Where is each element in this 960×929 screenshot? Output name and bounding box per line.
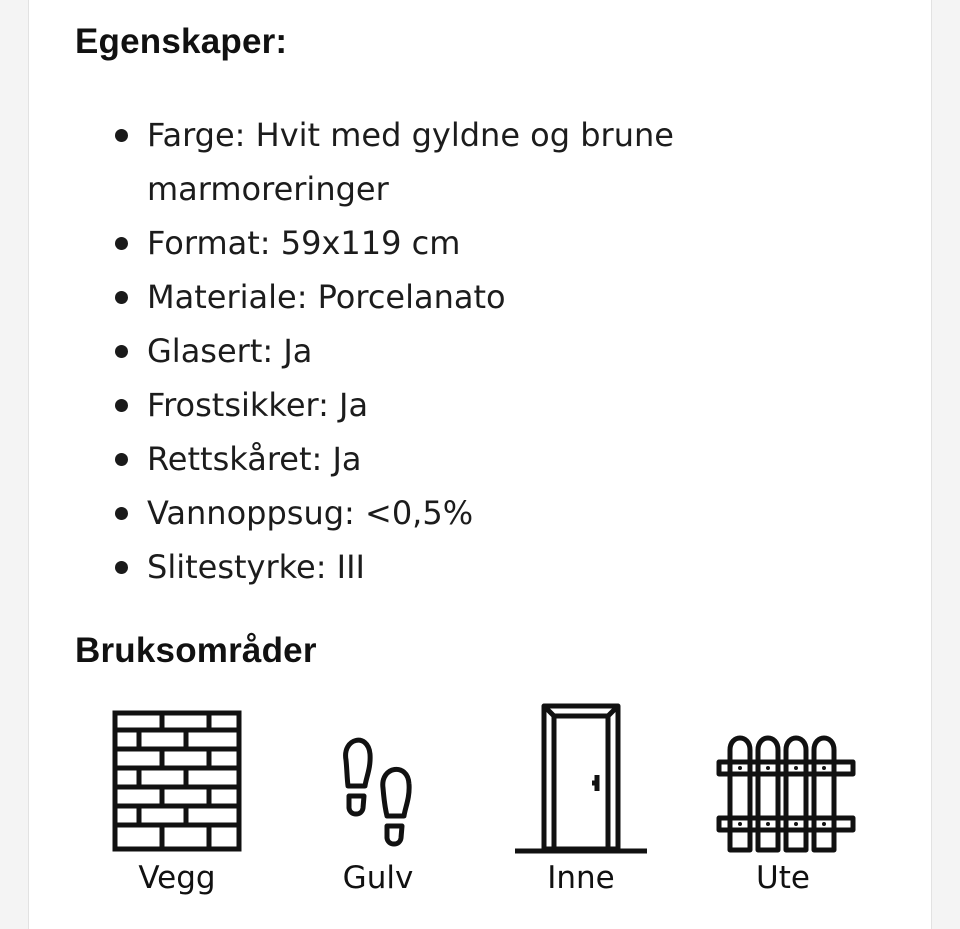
feature-item: Rettskåret: Ja <box>147 432 867 486</box>
features-heading: Egenskaper: <box>75 22 288 61</box>
usage-wall <box>97 700 257 920</box>
bullet-icon <box>115 129 128 142</box>
footprints-icon <box>338 730 418 850</box>
bullet-icon <box>115 453 128 466</box>
bullet-icon <box>115 507 128 520</box>
usage-outdoor <box>703 700 863 920</box>
brick-wall-icon <box>112 710 242 852</box>
usage-areas-heading: Bruksområder <box>75 631 317 670</box>
bullet-icon <box>115 561 128 574</box>
usage-label: Vegg <box>138 860 216 896</box>
features-list <box>147 108 867 594</box>
feature-item: Glasert: Ja <box>147 324 867 378</box>
bullet-icon <box>115 237 128 250</box>
feature-item: Slitestyrke: III <box>147 540 867 594</box>
feature-item: Frostsikker: Ja <box>147 378 867 432</box>
usage-label: Gulv <box>342 860 414 896</box>
feature-item: Vannoppsug: <0,5% <box>147 486 867 540</box>
bullet-icon <box>115 399 128 412</box>
bullet-icon <box>115 345 128 358</box>
usage-label: Ute <box>756 860 810 896</box>
usage-label: Inne <box>547 860 615 896</box>
feature-item: Format: 59x119 cm <box>147 216 867 270</box>
fence-icon <box>716 732 856 854</box>
feature-item: Materiale: Porcelanato <box>147 270 867 324</box>
usage-indoor <box>501 700 661 920</box>
bullet-icon <box>115 291 128 304</box>
door-icon <box>513 703 649 855</box>
feature-item: Farge: Hvit med gyldne og brune marmoreringer <box>147 108 867 216</box>
product-details-card <box>28 0 932 929</box>
usage-floor <box>298 700 458 920</box>
usage-areas <box>29 700 931 920</box>
